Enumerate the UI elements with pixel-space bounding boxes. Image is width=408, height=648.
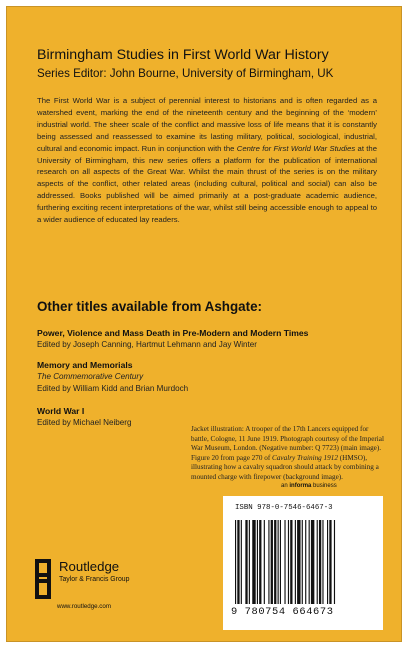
book-title: Memory and Memorials xyxy=(37,360,133,370)
series-title: Birmingham Studies in First World War History xyxy=(37,47,329,63)
series-editor: Series Editor: John Bourne, University of Birmingham, UK xyxy=(37,67,334,80)
book-title: Power, Violence and Mass Death in Pre-Modern and Modern Times xyxy=(37,328,309,338)
book-subtitle: The Commemorative Century xyxy=(37,372,144,381)
jacket-text-before: Jacket illustration: A trooper of the 17th Lancers equipped for battle, Cologne, 11 June 1919. Photograph courtesy of the Imperial War Museum, London. (Negative number: Q 7723) (main image). Figure 20 from page 270 of xyxy=(191,425,384,462)
book-title: World War I xyxy=(37,406,85,416)
book-entry xyxy=(37,327,308,351)
book-entry xyxy=(37,359,188,395)
publisher-url[interactable]: www.routledge.com xyxy=(57,603,111,610)
publisher-group: Taylor & Francis Group xyxy=(59,576,130,583)
informa-prefix: an xyxy=(281,483,288,489)
informa-suffix: business xyxy=(313,483,337,489)
centre-name: Centre for First World War Studies xyxy=(236,143,356,153)
description-text-before: The First World War is a subject of perennial interest to historians and is often regarded as a watershed event, marking the end of the nineteenth century and the beginning of the ‘modern’ industrial world. The sheer scale of the conflict and massive loss of life means that it is constantly being assessed and reassessed to examine its lasting military, political, sociological, industrial, cultural and economic impact. Run in conjunction with the xyxy=(37,96,377,153)
jacket-book-title: Cavalry Training 1912 xyxy=(272,453,338,462)
back-cover xyxy=(6,6,402,642)
jacket-text-after: (HMSO), illustrating how a cavalry squadron should attack by combining a mounted charge with firepower (background image). xyxy=(191,453,379,481)
book-entry xyxy=(37,405,131,429)
book-editors: Edited by Michael Neiberg xyxy=(37,418,132,427)
barcode-digits: 9 780754 664673 xyxy=(231,606,334,618)
barcode-icon xyxy=(235,520,371,604)
other-titles-heading: Other titles available from Ashgate: xyxy=(37,299,262,314)
description-text-after: at the University of Birmingham, this new series offers a platform for the publication of international research on all aspects of the Great War. Whilst the main thrust of the series is on the military aspects of the conflict, other related areas (including cultural, political and social) can also be addressed. Books published will be aimed primarily at a post-graduate academic audience, furthering exciting recent interpretations of the war, whilst still being accessible enough to appeal to a wider audience of educated lay readers. xyxy=(37,143,377,225)
series-description xyxy=(37,95,377,226)
barcode-panel xyxy=(223,496,383,630)
publisher-name: Routledge xyxy=(59,559,120,574)
book-editors: Edited by William Kidd and Brian Murdoch xyxy=(37,384,189,393)
informa-brand: informa xyxy=(289,483,312,489)
informa-business-line xyxy=(281,483,337,489)
routledge-logo-icon xyxy=(33,557,53,601)
isbn-text: ISBN 978-0-7546-6467-3 xyxy=(235,504,333,512)
jacket-illustration-credit xyxy=(191,425,387,483)
book-editors: Edited by Joseph Canning, Hartmut Lehmann and Jay Winter xyxy=(37,340,258,349)
